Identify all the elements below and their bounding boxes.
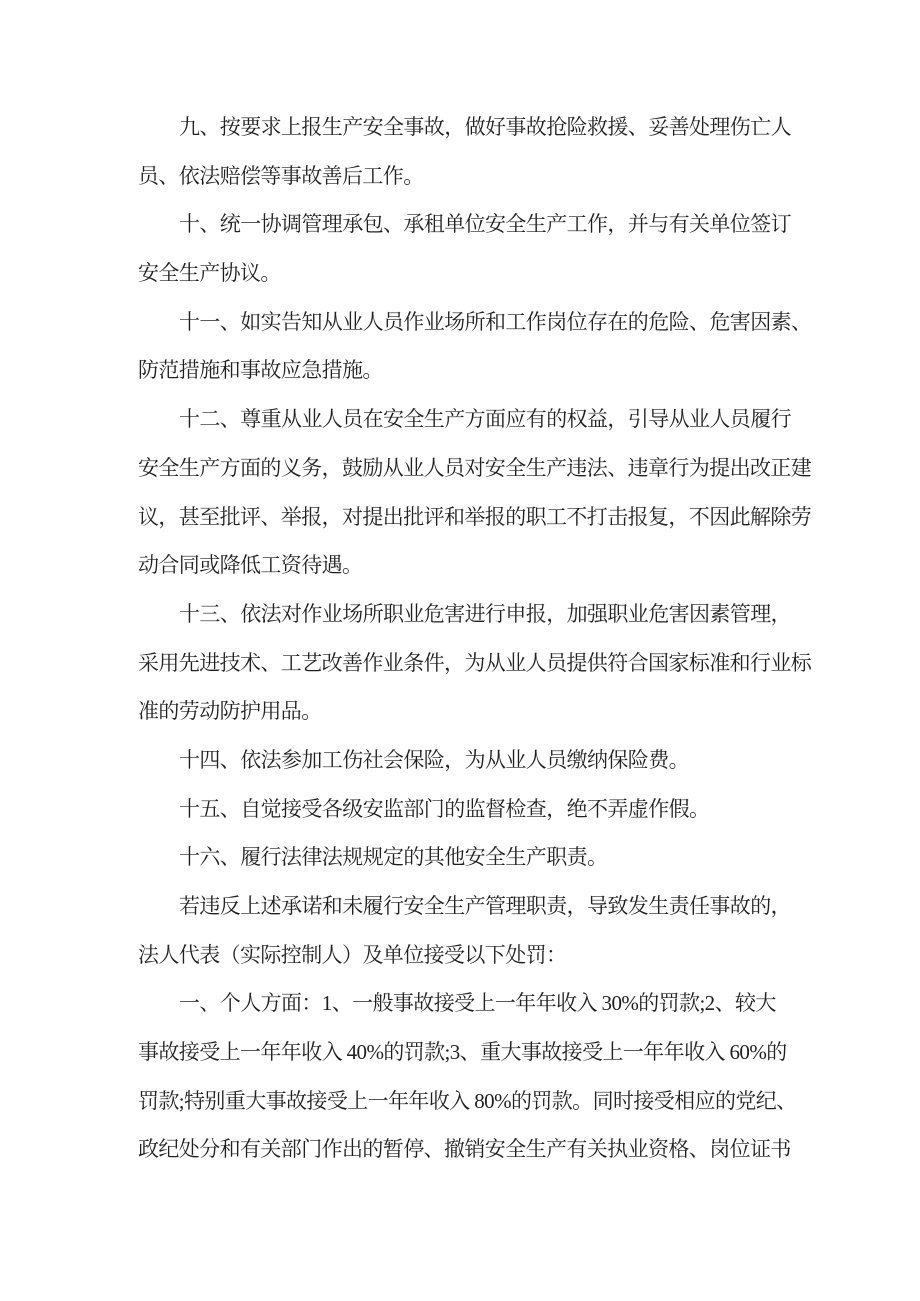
- text-line: 一、个人方面：1、一般事故接受上一年年收入 30%的罚款;2、较大: [179, 991, 776, 1016]
- text-line: 安全生产协议。: [138, 261, 281, 286]
- text-line: 九、按要求上报生产安全事故，做好事故抢险救援、妥善处理伤亡人: [179, 115, 791, 139]
- text-line: 准的劳动防护用品。: [138, 699, 322, 724]
- text-line: 若违反上述承诺和未履行安全生产管理职责，导致发生责任事故的，: [179, 894, 791, 918]
- text-line: 十二、尊重从业人员在安全生产方面应有的权益，引导从业人员履行: [179, 407, 791, 432]
- text-line: 事故接受上一年年收入 40%的罚款;3、重大事故接受上一年年收入 60%的: [138, 1040, 787, 1065]
- document-body: [138, 103, 828, 1174]
- text-line: 议，甚至批评、举报，对提出批评和举报的职工不打击报复，不因此解除劳: [138, 504, 812, 529]
- text-line: 法人代表（实际控制人）及单位接受以下处罚：: [138, 942, 567, 967]
- text-line: 十三、依法对作业场所职业危害进行申报，加强职业危害因素管理，: [179, 601, 791, 626]
- text-line: 防范措施和事故应急措施。: [138, 358, 383, 383]
- text-line: 十五、自觉接受各级安监部门的监督检查，绝不弄虚作假。: [179, 796, 710, 821]
- text-line: 十四、依法参加工伤社会保险，为从业人员缴纳保险费。: [179, 747, 689, 772]
- text-line: 采用先进技术、工艺改善作业条件，为从业人员提供符合国家标准和行业标: [138, 650, 812, 675]
- text-line: 安全生产方面的义务，鼓励从业人员对安全生产违法、违章行为提出改正建: [138, 455, 812, 480]
- text-line: 十一、如实告知从业人员作业场所和工作岗位存在的危险、危害因素、: [179, 309, 812, 334]
- text-line: 十、统一协调管理承包、承租单位安全生产工作，并与有关单位签订: [179, 212, 791, 237]
- text-line: 罚款;特别重大事故接受上一年年收入 80%的罚款。同时接受相应的党纪、: [138, 1088, 797, 1113]
- text-line: 政纪处分和有关部门作出的暂停、撤销安全生产有关执业资格、岗位证书: [138, 1137, 791, 1162]
- text-line: 十六、履行法律法规规定的其他安全生产职责。: [179, 845, 608, 870]
- text-line: 动合同或降低工资待遇。: [138, 553, 363, 578]
- text-line: 员、依法赔偿等事故善后工作。: [138, 163, 424, 188]
